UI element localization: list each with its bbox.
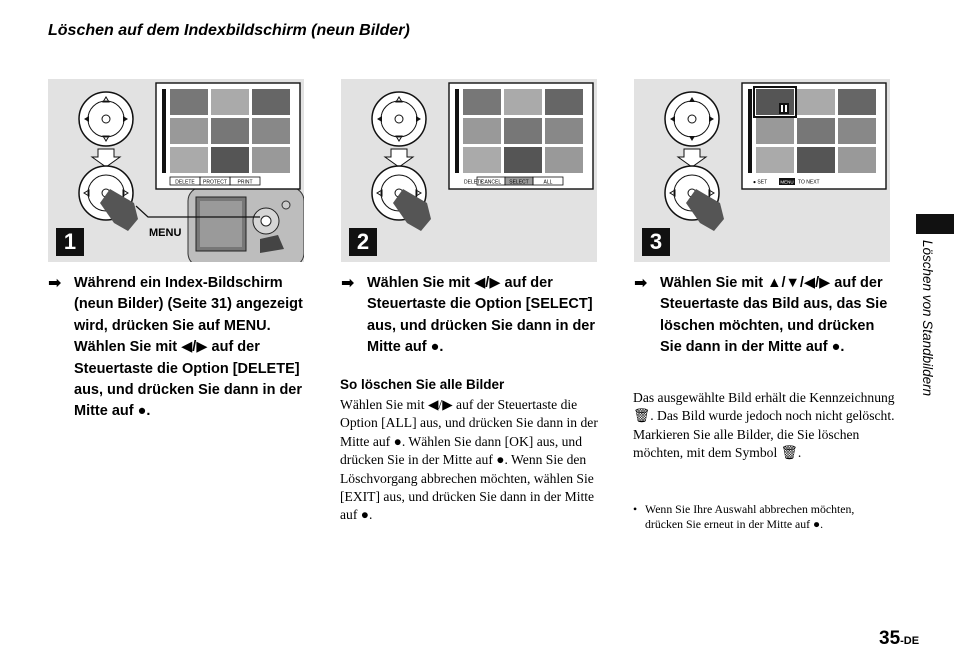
step-1-instruction [48,273,310,423]
lcd-next-label: TO NEXT [798,179,820,186]
bullet: • [633,502,638,516]
control-dial-icon [79,92,133,146]
cancel-selection-note [633,502,895,532]
step-3-paragraph-1: Wählen Sie mit ▲/▼/◀/▶ auf der Steuertaste das Bild aus, das Sie löschen möchten, und drücken Sie dann in der Mitte auf ●. [660,275,888,356]
lcd-screen [742,83,886,189]
lcd-menu-key: MENU [780,179,794,185]
step-number: 1 [56,228,84,256]
control-dial-icon [372,92,426,146]
delete-all-body: Wählen Sie mit ◀/▶ auf der Steuertaste die Option [ALL] aus, und drücken Sie dann in der Mitte auf ●. Wählen Sie dann [OK] aus, und drücken Sie in der Mitte auf ●. Wenn Sie den Löschvorgang abbrechen möchten, wählen Sie [EXIT] aus, und drücken Sie dann in der Mitte auf ●. [340,397,598,523]
arrow-right-icon: ➡ [48,275,62,292]
lcd-delete-label: DELETE [464,179,484,186]
trash-icon [779,103,789,114]
page-number-suffix: -DE [900,635,920,647]
camera-body [188,187,304,262]
delete-all-subheading: So löschen Sie alle Bilder [340,377,505,392]
lcd-option-delete: DELETE [175,179,195,186]
lcd-option-select: SELECT [509,179,529,186]
page-number-value: 35 [879,628,901,649]
page-number [879,628,919,650]
menu-button-label: MENU [149,227,182,239]
lcd-option-print: PRINT [237,179,253,186]
press-arrow-icon [678,149,706,167]
step-number: 3 [642,228,670,256]
arrow-right-icon: ➡ [634,275,648,292]
page-heading: Löschen auf dem Indexbildschirm (neun Bilder) [48,22,410,39]
step-1-paragraph-2: Wählen Sie mit ◀/▶ auf der Steuertaste die Option [DELETE] aus, und drücken Sie dann in der Mitte auf ●. [74,339,303,420]
lcd-set-label: ● SET [753,179,768,186]
step-3-body: Das ausgewählte Bild erhält die Kennzeichnung 🗑. Das Bild wurde jedoch noch nicht gelöscht. Markieren Sie alle Bilder, die Sie löschen möchten, mit dem Symbol 🗑. [633,390,895,461]
lcd-option-protect: PROTECT [203,179,227,186]
step-1-illustration [48,79,304,262]
step-1-paragraph-1: Während ein Index-Bildschirm (neun Bilder) (Seite 31) angezeigt wird, drücken Sie auf MENU. [74,275,303,334]
section-side-title: Löschen von Standbildern [920,240,935,397]
press-arrow-icon [92,149,120,167]
lcd-option-cancel: CANCEL [480,179,502,186]
press-arrow-icon [385,149,413,167]
step-number: 2 [349,228,377,256]
control-dial-icon [665,92,719,146]
step-3-illustration [634,79,890,262]
note-text: Wenn Sie Ihre Auswahl abbrechen möchten, drücken Sie erneut in der Mitte auf ●. [645,502,855,531]
lcd-option-all: ALL [543,179,553,186]
lcd-screen [156,83,300,189]
step-2-instruction [341,273,603,359]
step-3-instruction [634,273,896,359]
step-2-paragraph-1: Wählen Sie mit ◀/▶ auf der Steuertaste die Option [SELECT] aus, und drücken Sie dann in der Mitte auf ●. [367,275,596,356]
section-tab-marker [916,214,954,234]
arrow-right-icon: ➡ [341,275,355,292]
step-2-illustration [341,79,597,262]
lcd-screen [449,83,593,189]
